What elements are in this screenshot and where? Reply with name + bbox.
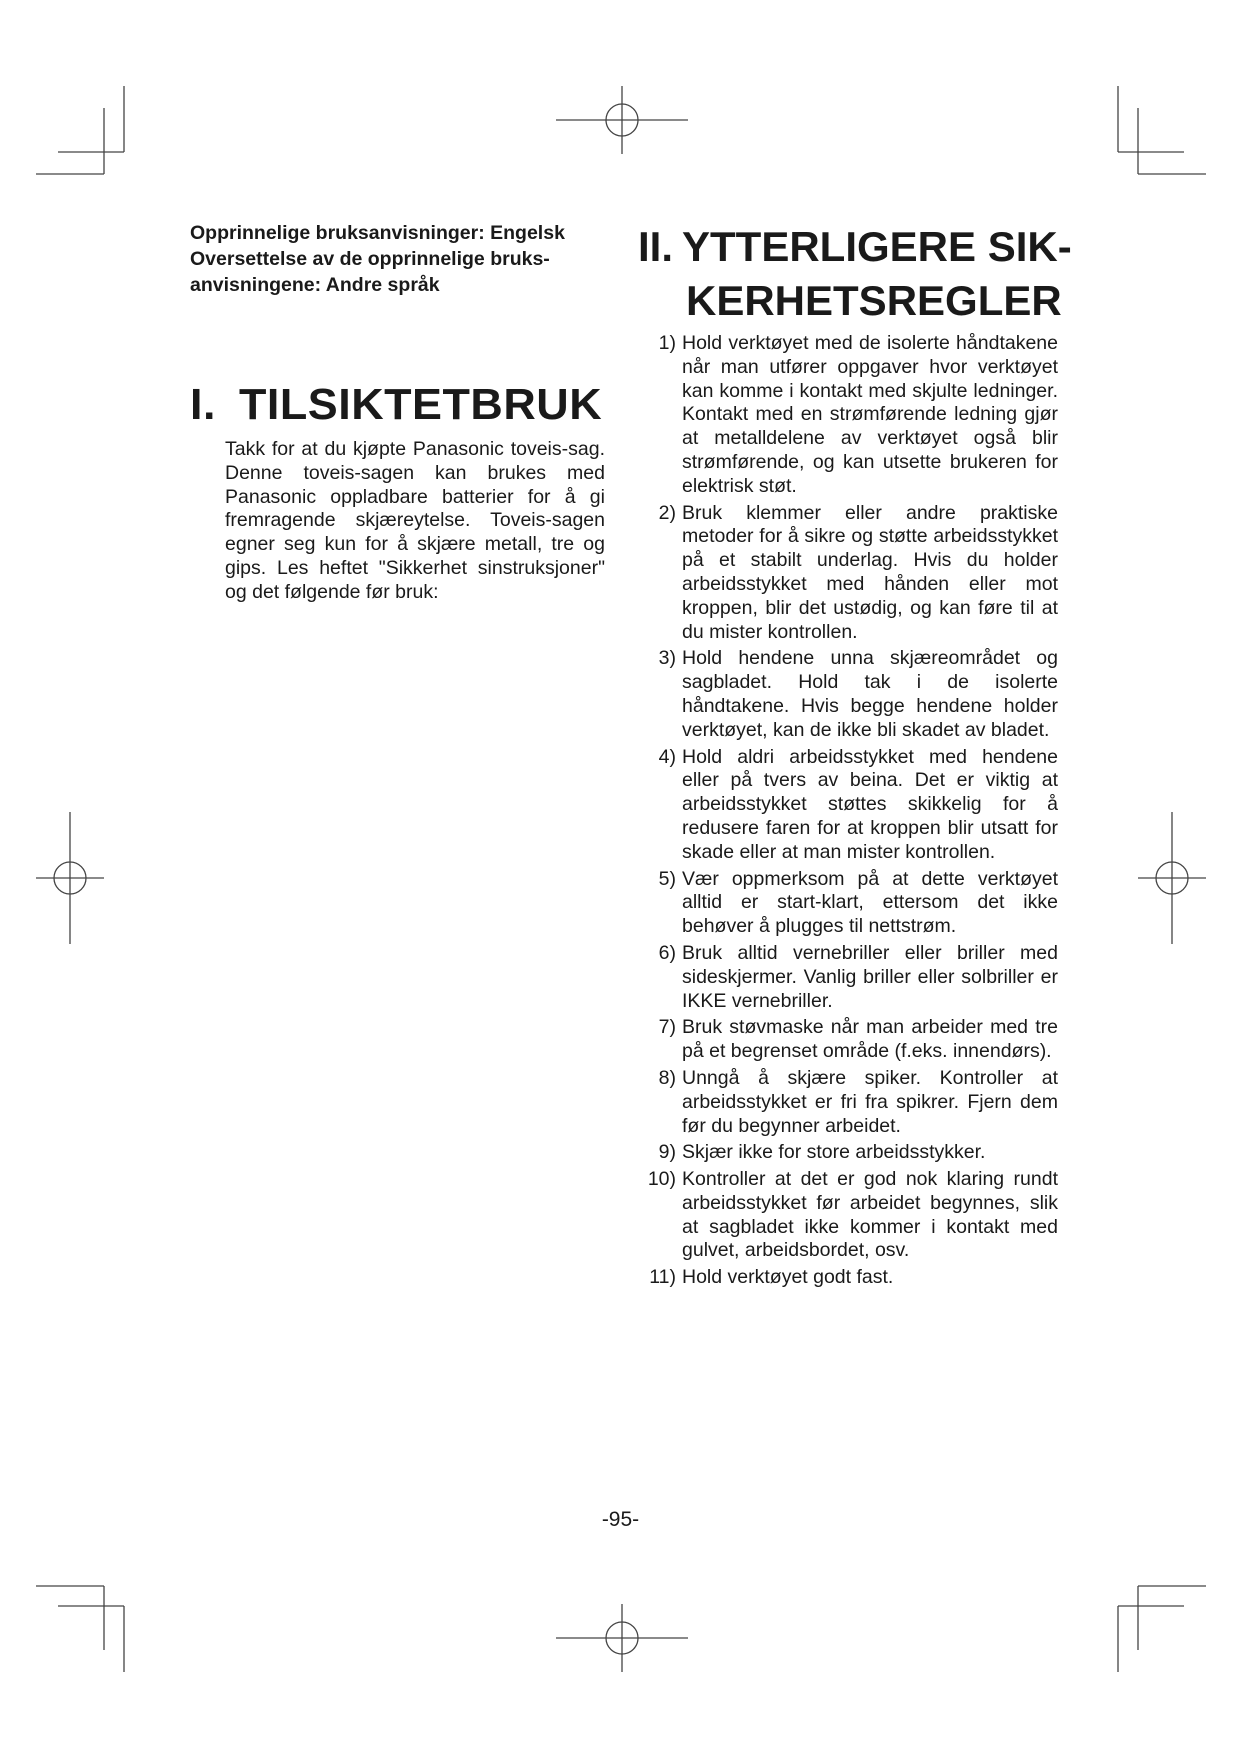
language-note-line: Oversettelse av de opprinnelige bruks- [190, 248, 550, 270]
safety-rule-item [638, 1141, 1058, 1165]
safety-rule-item [638, 1016, 1058, 1064]
section1-heading [190, 380, 602, 430]
registration-mark-top [556, 86, 688, 154]
safety-rules-list [638, 332, 1058, 1293]
safety-rule-item [638, 502, 1058, 645]
safety-rule-number: 11) [649, 1266, 676, 1289]
safety-rule-text: Hold hendene unna skjæreområdet og sagbladet. Hold tak i de isolerte håndtakene. Hvis begge hendene holder verktøyet, kan de ikke bli skadet av bladet. [682, 647, 1058, 741]
safety-rule-text: Unngå å skjære spiker. Kontroller at arbeidsstykket er fri fra spikrer. Fjern dem før du begynner arbeidet. [682, 1066, 1058, 1137]
safety-rule-number: 7) [658, 1016, 676, 1039]
safety-rule-number: 3) [658, 647, 676, 670]
language-note-line: anvisningene: Andre språk [190, 274, 440, 296]
safety-rule-text: Bruk støvmaske når man arbeider med tre på et begrenset område (f.eks. innendørs). [682, 1016, 1058, 1063]
safety-rule-number: 9) [658, 1141, 676, 1164]
section2-title-line2: KERHETSREGLER [686, 277, 1062, 324]
safety-rule-item [638, 1266, 1058, 1290]
registration-mark-bottom [556, 1604, 688, 1672]
registration-mark-left [36, 812, 104, 944]
safety-rule-item [638, 1168, 1058, 1263]
safety-rule-text: Hold verktøyet godt fast. [682, 1266, 894, 1289]
safety-rule-text: Kontroller at det er god nok klaring rundt arbeidsstykket før arbeidet begynnes, slik at sagbladet ikke kommer i kontakt med gulvet, arbeidsbordet, osv. [682, 1168, 1058, 1262]
safety-rule-text: Hold aldri arbeidsstykket med hendene eller på tvers av beina. Det er viktig at arbeidsstykket støttes skikkelig for å redusere faren for at kroppen blir utsatt for skade eller at man mister kontrollen. [682, 745, 1058, 863]
safety-rule-number: 1) [658, 332, 676, 354]
safety-rule-text: Bruk klemmer eller andre praktiske metoder for å sikre og støtte arbeidsstykket på et stabilt underlag. Hvis du holder arbeidsstykket med hånden eller mot kroppen, blir det ustødig, og kan føre til at du mister kontrollen. [682, 501, 1058, 643]
safety-rule-text: Skjær ikke for store arbeidsstykker. [682, 1141, 986, 1164]
safety-rule-number: 4) [658, 745, 676, 768]
safety-rule-number: 10) [647, 1168, 676, 1191]
section2-number: II. [638, 223, 674, 270]
intended-use-text: Takk for at du kjøpte Panasonic toveis-sag. Denne toveis-sagen kan brukes med Panasonic oppladbare batterier for å gi fremragende skjæreytelse. Toveis-sagen egner seg kun for å skjære metall, tre og gips. Les heftet "Sikkerhet sinstruksjoner" og det følgende før bruk: [225, 438, 605, 603]
safety-rule-item [638, 647, 1058, 742]
safety-rule-text: Hold verktøyet med de isolerte håndtakene når man utfører oppgaver hvor verktøyet kan komme i kontakt med skjulte ledninger. Kontakt med en strømførende ledning gjør at metalldelene av verktøyet også blir strømførende, og kan utsette brukeren for elektrisk støt. [682, 332, 1058, 497]
language-note [190, 220, 610, 298]
safety-rule-text: Vær oppmerksom på at dette verktøyet alltid er start-klart, ettersom det ikke behøver å plugges til nettstrøm. [682, 867, 1058, 938]
section1-title: TILSIKTETBRUK [238, 380, 603, 429]
safety-rule-item [638, 942, 1058, 1013]
section1-number: I. [190, 380, 216, 429]
page-number: -95- [601, 1508, 640, 1531]
safety-rule-item [638, 868, 1058, 939]
registration-mark-right [1138, 812, 1206, 944]
section2-title-line1: YTTERLIGERE SIK- [682, 223, 1072, 270]
safety-rule-number: 6) [658, 941, 676, 964]
section2-heading [638, 220, 1078, 328]
safety-rule-item [638, 332, 1058, 499]
language-note-line: Opprinnelige bruksanvisninger: Engelsk [190, 222, 565, 244]
safety-rule-number: 8) [658, 1066, 676, 1089]
safety-rule-number: 5) [658, 867, 676, 890]
safety-rule-item [638, 746, 1058, 865]
safety-rule-number: 2) [658, 501, 676, 524]
safety-rule-item [638, 1067, 1058, 1138]
safety-rule-text: Bruk alltid vernebriller eller briller med sideskjermer. Vanlig briller eller solbriller er IKKE vernebriller. [682, 941, 1058, 1012]
